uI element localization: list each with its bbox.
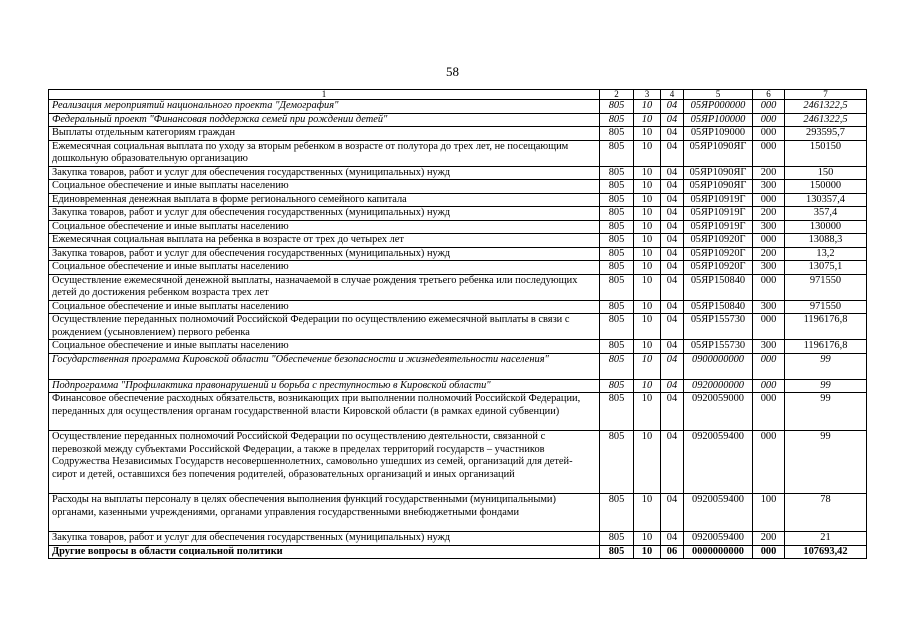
row-expense-type: 200 [753, 532, 785, 546]
table-row [49, 393, 867, 431]
row-amount: 150000 [785, 180, 867, 194]
table-row [49, 431, 867, 494]
row-target-article: 05ЯР10920Г [684, 247, 753, 261]
row-expense-type: 100 [753, 494, 785, 532]
row-subsection: 04 [661, 100, 684, 114]
row-section: 10 [634, 393, 661, 431]
budget-table [48, 89, 867, 559]
table-row [49, 113, 867, 127]
row-amount: 130357,4 [785, 193, 867, 207]
row-admin-code: 805 [600, 127, 634, 141]
row-expense-type: 000 [753, 234, 785, 248]
column-header: 4 [661, 90, 684, 100]
row-name: Социальное обеспечение и иные выплаты населению [49, 180, 600, 194]
table-row [49, 100, 867, 114]
row-admin-code: 805 [600, 261, 634, 275]
row-amount: 13088,3 [785, 234, 867, 248]
row-amount: 107693,42 [785, 545, 867, 559]
table-row [49, 494, 867, 532]
row-subsection: 04 [661, 193, 684, 207]
page-number: 58 [446, 64, 459, 79]
row-section: 10 [634, 545, 661, 559]
row-admin-code: 805 [600, 207, 634, 221]
row-amount: 130000 [785, 220, 867, 234]
row-subsection: 04 [661, 140, 684, 166]
row-admin-code: 805 [600, 234, 634, 248]
row-target-article: 0920059400 [684, 431, 753, 494]
row-target-article: 0920059000 [684, 393, 753, 431]
row-admin-code: 805 [600, 314, 634, 340]
table-row [49, 532, 867, 546]
row-name: Осуществление ежемесячной денежной выплаты, назначаемой в случае рождения третьего ребенка или последующих детей до достижения ребенком возраста трех лет [49, 274, 600, 300]
row-admin-code: 805 [600, 393, 634, 431]
row-admin-code: 805 [600, 166, 634, 180]
row-subsection: 04 [661, 247, 684, 261]
row-expense-type: 000 [753, 545, 785, 559]
table-row [49, 140, 867, 166]
table-row [49, 166, 867, 180]
row-expense-type: 200 [753, 207, 785, 221]
row-section: 10 [634, 353, 661, 379]
table-row [49, 314, 867, 340]
row-amount: 971550 [785, 300, 867, 314]
row-admin-code: 805 [600, 100, 634, 114]
row-section: 10 [634, 220, 661, 234]
row-admin-code: 805 [600, 113, 634, 127]
row-admin-code: 805 [600, 532, 634, 546]
row-name: Закупка товаров, работ и услуг для обеспечения государственных (муниципальных) нужд [49, 207, 600, 221]
column-header: 6 [753, 90, 785, 100]
row-admin-code: 805 [600, 220, 634, 234]
row-section: 10 [634, 193, 661, 207]
row-section: 10 [634, 180, 661, 194]
row-name: Другие вопросы в области социальной политики [49, 545, 600, 559]
row-amount: 99 [785, 379, 867, 393]
table-row [49, 180, 867, 194]
table-row [49, 379, 867, 393]
row-admin-code: 805 [600, 193, 634, 207]
row-amount: 1196176,8 [785, 340, 867, 354]
table-row [49, 193, 867, 207]
row-amount: 21 [785, 532, 867, 546]
table-row [49, 261, 867, 275]
row-expense-type: 000 [753, 113, 785, 127]
row-expense-type: 000 [753, 193, 785, 207]
row-target-article: 05ЯР1090ЯГ [684, 140, 753, 166]
row-name: Государственная программа Кировской области "Обеспечение безопасности и жизнедеятельности населения" [49, 353, 600, 379]
table-body [49, 100, 867, 559]
row-expense-type: 000 [753, 127, 785, 141]
row-expense-type: 300 [753, 300, 785, 314]
row-name: Социальное обеспечение и иные выплаты населению [49, 261, 600, 275]
row-amount: 99 [785, 353, 867, 379]
row-admin-code: 805 [600, 379, 634, 393]
row-admin-code: 805 [600, 494, 634, 532]
row-subsection: 04 [661, 113, 684, 127]
row-expense-type: 000 [753, 431, 785, 494]
row-target-article: 05ЯР155730 [684, 314, 753, 340]
row-subsection: 04 [661, 234, 684, 248]
row-name: Выплаты отдельным категориям граждан [49, 127, 600, 141]
row-subsection: 06 [661, 545, 684, 559]
row-section: 10 [634, 314, 661, 340]
table-row [49, 220, 867, 234]
row-expense-type: 000 [753, 393, 785, 431]
row-subsection: 04 [661, 379, 684, 393]
row-target-article: 0920059400 [684, 532, 753, 546]
table-row [49, 247, 867, 261]
column-header: 3 [634, 90, 661, 100]
row-subsection: 04 [661, 340, 684, 354]
row-subsection: 04 [661, 261, 684, 275]
row-subsection: 04 [661, 220, 684, 234]
row-amount: 357,4 [785, 207, 867, 221]
row-amount: 13075,1 [785, 261, 867, 275]
row-target-article: 05ЯР1090ЯГ [684, 166, 753, 180]
row-amount: 78 [785, 494, 867, 532]
row-target-article: 05ЯР109000 [684, 127, 753, 141]
row-amount: 293595,7 [785, 127, 867, 141]
table-row [49, 127, 867, 141]
row-name: Реализация мероприятий национального проекта "Демография" [49, 100, 600, 114]
row-section: 10 [634, 431, 661, 494]
row-amount: 13,2 [785, 247, 867, 261]
row-admin-code: 805 [600, 353, 634, 379]
row-target-article: 0900000000 [684, 353, 753, 379]
row-name: Расходы на выплаты персоналу в целях обеспечения выполнения функций государственными (муниципальными) органами, казенными учреждениями, органами управления государственными внебюджетными фондами [49, 494, 600, 532]
row-expense-type: 200 [753, 166, 785, 180]
column-header: 2 [600, 90, 634, 100]
row-subsection: 04 [661, 393, 684, 431]
row-admin-code: 805 [600, 431, 634, 494]
row-amount: 2461322,5 [785, 113, 867, 127]
row-target-article: 05ЯР10919Г [684, 193, 753, 207]
row-admin-code: 805 [600, 545, 634, 559]
row-target-article: 05ЯР155730 [684, 340, 753, 354]
row-name: Закупка товаров, работ и услуг для обеспечения государственных (муниципальных) нужд [49, 247, 600, 261]
row-section: 10 [634, 379, 661, 393]
row-subsection: 04 [661, 127, 684, 141]
table-row [49, 353, 867, 379]
row-subsection: 04 [661, 166, 684, 180]
row-amount: 99 [785, 431, 867, 494]
row-name: Подпрограмма "Профилактика правонарушений и борьба с преступностью в Кировской области" [49, 379, 600, 393]
row-target-article: 0000000000 [684, 545, 753, 559]
row-name: Социальное обеспечение и иные выплаты населению [49, 300, 600, 314]
row-target-article: 0920059400 [684, 494, 753, 532]
row-target-article: 05ЯР150840 [684, 274, 753, 300]
row-name: Осуществление переданных полномочий Российской Федерации по осуществлению деятельности, связанной с перевозкой между субъектами Российской Федерации, а также в пределах территорий государств – участников Содружества Независимых Государств несовершеннолетних, самовольно ушедших из семей, организаций для детей-сирот и детей, оставшихся без попечения родителей, образовательных организаций и иных организаций [49, 431, 600, 494]
row-subsection: 04 [661, 300, 684, 314]
row-name: Федеральный проект "Финансовая поддержка семей при рождении детей" [49, 113, 600, 127]
row-amount: 2461322,5 [785, 100, 867, 114]
row-admin-code: 805 [600, 140, 634, 166]
row-expense-type: 300 [753, 261, 785, 275]
table-header-row [49, 90, 867, 100]
row-target-article: 05ЯР1090ЯГ [684, 180, 753, 194]
row-admin-code: 805 [600, 180, 634, 194]
row-section: 10 [634, 494, 661, 532]
row-expense-type: 000 [753, 100, 785, 114]
row-section: 10 [634, 127, 661, 141]
row-section: 10 [634, 140, 661, 166]
table-row [49, 274, 867, 300]
row-section: 10 [634, 261, 661, 275]
table-row [49, 545, 867, 559]
row-expense-type: 000 [753, 314, 785, 340]
row-target-article: 05ЯР10920Г [684, 261, 753, 275]
row-amount: 1196176,8 [785, 314, 867, 340]
row-name: Закупка товаров, работ и услуг для обеспечения государственных (муниципальных) нужд [49, 532, 600, 546]
row-admin-code: 805 [600, 247, 634, 261]
row-expense-type: 000 [753, 353, 785, 379]
table-row [49, 234, 867, 248]
row-subsection: 04 [661, 431, 684, 494]
row-target-article: 05ЯР10919Г [684, 207, 753, 221]
row-name: Закупка товаров, работ и услуг для обеспечения государственных (муниципальных) нужд [49, 166, 600, 180]
row-admin-code: 805 [600, 274, 634, 300]
row-subsection: 04 [661, 494, 684, 532]
row-name: Социальное обеспечение и иные выплаты населению [49, 340, 600, 354]
table-row [49, 207, 867, 221]
row-subsection: 04 [661, 353, 684, 379]
row-section: 10 [634, 532, 661, 546]
row-section: 10 [634, 207, 661, 221]
row-target-article: 05ЯР100000 [684, 113, 753, 127]
row-name: Ежемесячная социальная выплата на ребенка в возрасте от трех до четырех лет [49, 234, 600, 248]
row-subsection: 04 [661, 314, 684, 340]
table-row [49, 300, 867, 314]
row-name: Осуществление переданных полномочий Российской Федерации по осуществлению ежемесячной выплаты в связи с рождением (усыновлением) первого ребенка [49, 314, 600, 340]
row-expense-type: 000 [753, 274, 785, 300]
row-section: 10 [634, 166, 661, 180]
row-section: 10 [634, 113, 661, 127]
column-header: 7 [785, 90, 867, 100]
row-expense-type: 000 [753, 379, 785, 393]
row-name: Финансовое обеспечение расходных обязательств, возникающих при выполнении полномочий Российской Федерации, переданных для осуществления органам государственной власти Кировской области (в рамках единой субвенции) [49, 393, 600, 431]
row-amount: 971550 [785, 274, 867, 300]
row-expense-type: 200 [753, 247, 785, 261]
row-subsection: 04 [661, 532, 684, 546]
row-subsection: 04 [661, 274, 684, 300]
row-expense-type: 300 [753, 180, 785, 194]
row-expense-type: 300 [753, 220, 785, 234]
row-section: 10 [634, 247, 661, 261]
row-amount: 150150 [785, 140, 867, 166]
row-admin-code: 805 [600, 340, 634, 354]
row-section: 10 [634, 100, 661, 114]
row-target-article: 05ЯР150840 [684, 300, 753, 314]
row-section: 10 [634, 300, 661, 314]
row-target-article: 05ЯР10920Г [684, 234, 753, 248]
row-admin-code: 805 [600, 300, 634, 314]
row-name: Единовременная денежная выплата в форме регионального семейного капитала [49, 193, 600, 207]
row-target-article: 05ЯР000000 [684, 100, 753, 114]
row-section: 10 [634, 234, 661, 248]
column-header: 5 [684, 90, 753, 100]
column-header: 1 [49, 90, 600, 100]
row-subsection: 04 [661, 180, 684, 194]
table-row [49, 340, 867, 354]
row-amount: 150 [785, 166, 867, 180]
row-amount: 99 [785, 393, 867, 431]
row-name: Социальное обеспечение и иные выплаты населению [49, 220, 600, 234]
row-expense-type: 300 [753, 340, 785, 354]
row-target-article: 0920000000 [684, 379, 753, 393]
row-target-article: 05ЯР10919Г [684, 220, 753, 234]
row-section: 10 [634, 274, 661, 300]
row-name: Ежемесячная социальная выплата по уходу за вторым ребенком в возрасте от полутора до трех лет, не посещающим дошкольную образовательную организацию [49, 140, 600, 166]
row-subsection: 04 [661, 207, 684, 221]
row-section: 10 [634, 340, 661, 354]
row-expense-type: 000 [753, 140, 785, 166]
